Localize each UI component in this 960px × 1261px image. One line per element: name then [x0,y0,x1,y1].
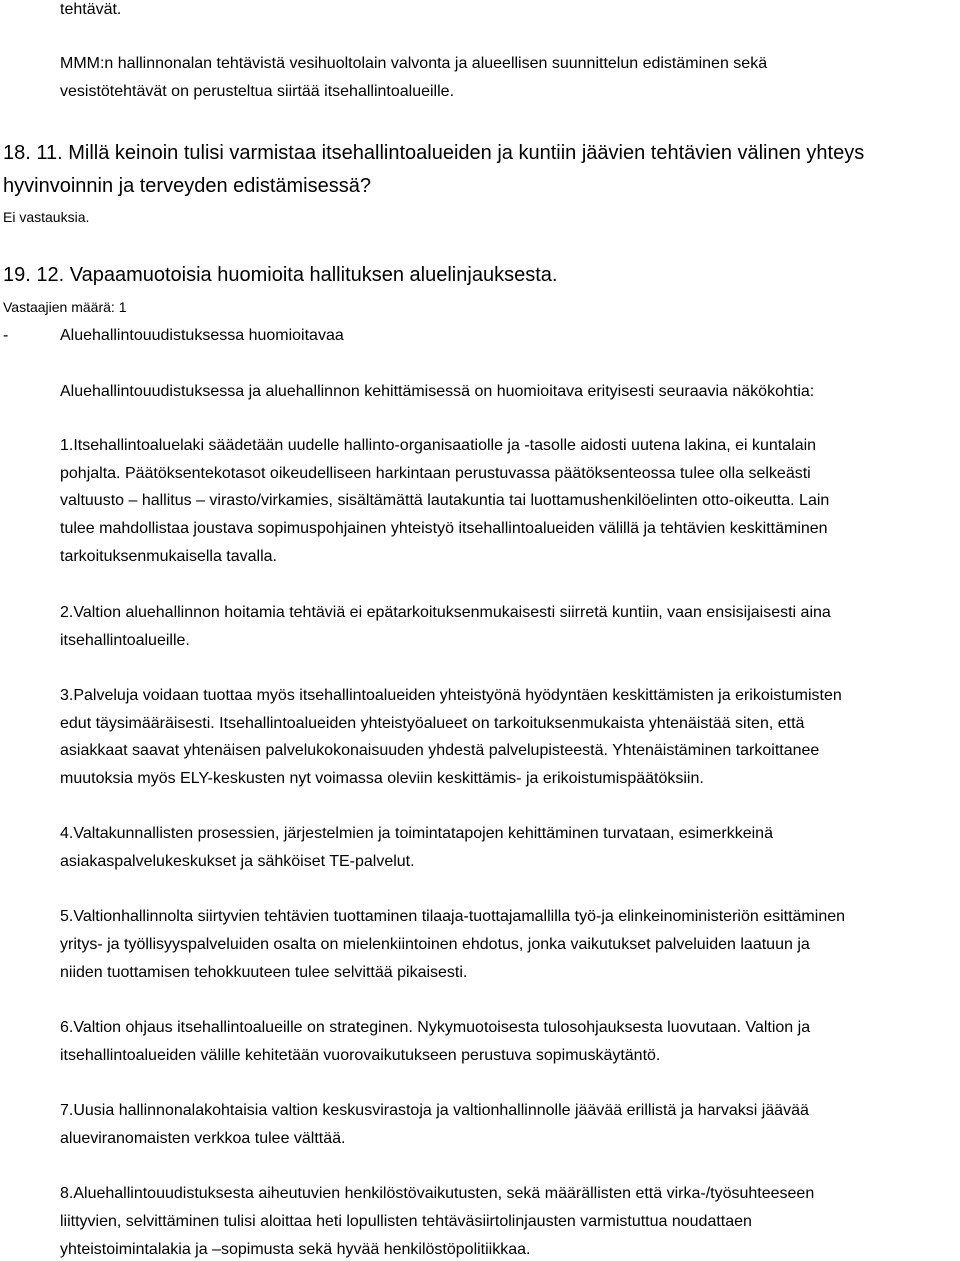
answer-point-line: liittyvien, selvittäminen tulisi aloittaa heti lopullisten tehtäväsiirtolinjausten varmistuttua noudattaen [60,1213,752,1230]
respondent-dash: - [3,327,9,344]
answer-point-line: pohjalta. Päätöksentekotasot oikeudelliseen harkintaan perustuvassa päätöksenteossa tulee olla selkeästi [60,465,811,482]
answer-point-line: 1.Itsehallintoaluelaki säädetään uudelle hallinto-organisaatiolle ja -tasolle aidosti uutena lakina, ei kuntalain [60,437,817,454]
answer-point-line: 5.Valtionhallinnolta siirtyvien tehtävien tuottaminen tilaaja-tuottajamallilla työ-ja elinkeinoministeriön esittäminen [60,908,846,925]
answer-point-line: edut täysimääräisesti. Itsehallintoalueiden yhteistyöalueet on tarkoituksenmukaista yhtenäistää siten, että [60,715,805,732]
answer-point-line: 6.Valtion ohjaus itsehallintoalueille on strateginen. Nykymuotoisesta tulosohjauksesta luovutaan. Valtion ja [60,1019,811,1036]
answer-point-line: niiden tuottamisen tehokkuuteen tulee selvittää pikaisesti. [60,964,468,981]
answer-point-line: 3.Palveluja voidaan tuottaa myös itsehallintoalueiden yhteistyönä hyödyntäen keskittämisten ja erikoistumisten [60,687,842,704]
question-18-title: 18. 11. Millä keinoin tulisi varmistaa itsehallintoalueiden ja kuntiin jäävien tehtävien välinen yhteys [3,142,865,164]
answer-point-line: alueviranomaisten verkkoa tulee välttää. [60,1130,346,1147]
answer-point-line: tulee mahdollistaa joustava sopimuspohjainen yhteistyö itsehallintoalueiden välillä ja tehtävien keskittäminen [60,520,828,537]
answer-point-line: itsehallintoalueille. [60,632,190,649]
intro-paragraph-line: vesistötehtävät on perusteltua siirtää itsehallintoalueille. [60,83,455,100]
answer-point-line: asiakkaat saavat yhtenäisen palvelukokonaisuuden yhdestä palvelupisteestä. Yhtenäistäminen tarkoittanee [60,742,820,759]
intro-paragraph-line: MMM:n hallinnonalan tehtävistä vesihuoltolain valvonta ja alueellisen suunnittelun edistäminen sekä [60,55,768,72]
answer-point-line: 7.Uusia hallinnonalakohtaisia valtion keskusvirastoja ja valtionhallinnolle jäävää erillistä ja harvaksi jäävää [60,1102,809,1119]
answer-point-line: 2.Valtion aluehallinnon hoitamia tehtäviä ei epätarkoituksenmukaisesti siirretä kuntiin, vaan ensisijaisesti aina [60,604,831,621]
question-18-answer-status: Ei vastauksia. [3,209,90,225]
respondent-count: Vastaajien määrä: 1 [3,299,127,315]
answer-point-line: valtuusto – hallitus – virasto/virkamies, sisältämättä lautakuntia tai luottamushenkilöelinten otto-oikeutta. Lain [60,492,830,509]
question-18-title: hyvinvoinnin ja terveyden edistämisessä? [3,175,371,197]
answer-point-line: yritys- ja työllisyyspalveluiden osalta on mielenkiintoinen ehdotus, jonka vaikutukset palveluiden laatuun ja [60,936,810,953]
answer-point-line: muutoksia myös ELY-keskusten nyt voimassa oleviin keskittämis- ja erikoistumispäätöksiin. [60,770,704,787]
question-19-title: 19. 12. Vapaamuotoisia huomioita hallituksen aluelinjauksesta. [3,264,558,286]
answer-point-line: itsehallintoalueiden välille kehitetään vuorovaikutukseen perustuva sopimuskäytäntö. [60,1047,661,1064]
respondent-name: Aluehallintouudistuksessa huomioitavaa [60,327,344,344]
answer-point-line: 8.Aluehallintouudistuksesta aiheutuvien henkilöstövaikutusten, sekä määrällisten että virka-/työsuhteeseen [60,1185,815,1202]
answer-point-line: tarkoituksenmukaisella tavalla. [60,548,277,565]
answer-point-line: asiakaspalvelukeskukset ja sähköiset TE-palvelut. [60,853,415,870]
answer-point-line: 4.Valtakunnallisten prosessien, järjestelmien ja toimintatapojen kehittäminen turvataan, esimerkkeinä [60,825,773,842]
previous-answer-end: tehtävät. [60,1,122,18]
answer-point-line: yhteistoimintalakia ja –sopimusta sekä hyvää henkilöstöpolitiikkaa. [60,1241,531,1258]
answer-intro: Aluehallintouudistuksessa ja aluehallinnon kehittämisessä on huomioitava erityisesti seuraavia näkökohtia: [60,383,815,400]
